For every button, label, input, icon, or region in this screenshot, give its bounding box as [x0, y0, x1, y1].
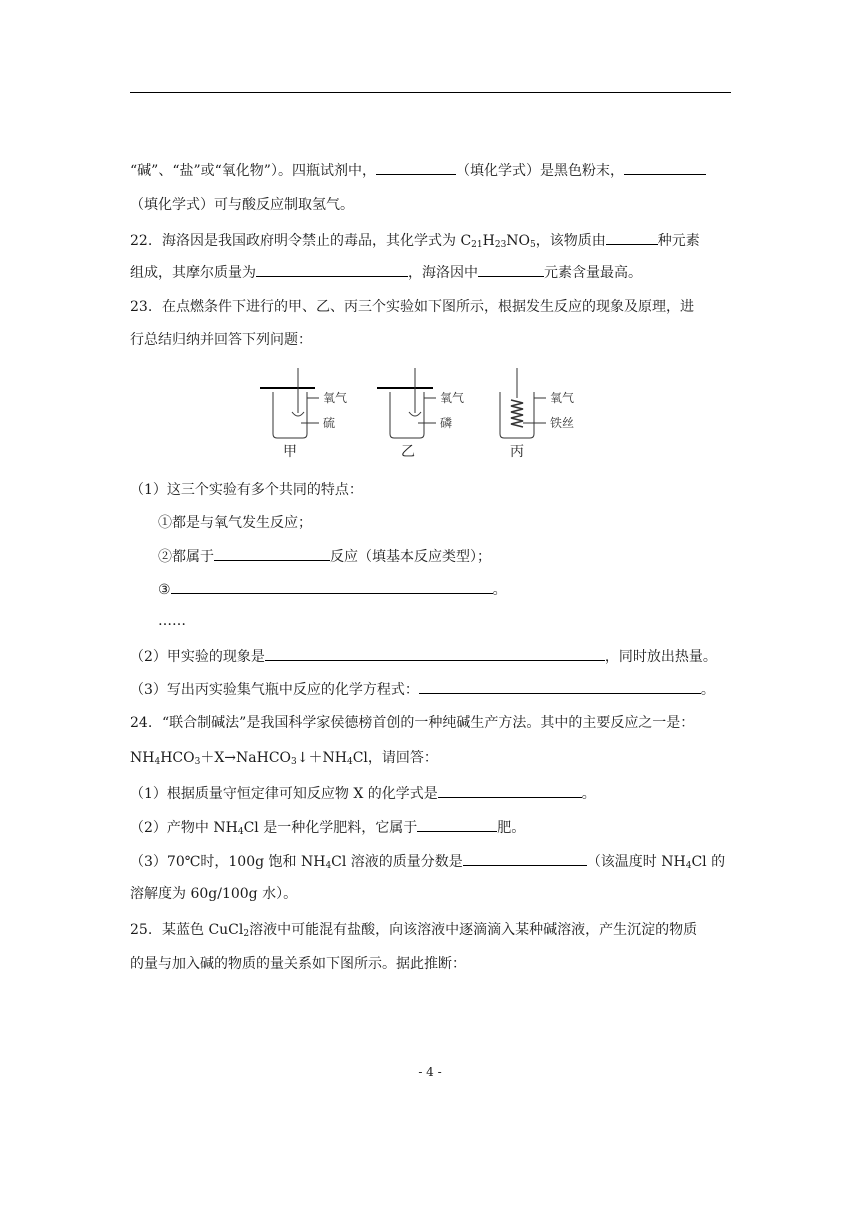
experiment-figure [255, 368, 595, 468]
caption-jia: 甲 [283, 444, 297, 460]
jar-body [500, 392, 534, 438]
q23-p3: （3）写出丙实验集气瓶中反应的化学方程式： 。 [130, 679, 731, 700]
answer-blank[interactable] [171, 579, 493, 594]
q22-line2: 组成，其摩尔质量为 ，海洛因中 元素含量最高。 [130, 262, 731, 283]
jar-bing [500, 368, 574, 460]
caption-yi: 乙 [401, 444, 415, 460]
q23-p1c: ③ 。 [158, 579, 731, 600]
q24-p3-cont: 溶解度为 60g/100g 水）。 [130, 886, 298, 902]
answer-blank[interactable] [265, 646, 605, 661]
answer-blank[interactable] [214, 546, 330, 561]
answer-blank[interactable] [478, 262, 544, 277]
q23-p2: （2）甲实验的现象是 ，同时放出热量。 [130, 646, 731, 667]
label-iron-wire: 铁丝 [550, 416, 575, 430]
label-oxygen: 氧气 [440, 391, 465, 405]
q23-line1: 23. 在点燃条件下进行的甲、乙、丙三个实验如下图所示，根据发生反应的现象及原理，进 [130, 299, 694, 315]
q23-p1d: …… [158, 613, 186, 629]
q24-p1: （1）根据质量守恒定律可知反应物 X 的化学式是 。 [130, 783, 731, 804]
answer-blank[interactable] [419, 679, 701, 694]
answer-blank[interactable] [606, 230, 658, 245]
answer-blank[interactable] [438, 783, 582, 798]
q24-p3: （3）70℃时，100g 饱和 $NH_4Cl$ 溶液的质量分数是 （该温度时 $NH_4Cl$ 的 [130, 851, 731, 872]
label-sulfur: 硫 [323, 416, 336, 430]
q22-line1: 22. 海洛因是我国政府明令禁止的毒品，其化学式为 $C_{21}H_{23}NO_5$，该物质由 种元素 [130, 230, 731, 251]
page-number: - 4 - [418, 1065, 442, 1079]
q23-p1a: ①都是与氧气发生反应； [158, 515, 312, 531]
answer-blank[interactable] [256, 262, 408, 277]
jar-jia [260, 368, 347, 460]
answer-blank[interactable] [417, 817, 497, 832]
q23-p1b: ②都属于 反应（填基本反应类型）； [158, 546, 731, 567]
q24-p2: （2）产物中 $NH_4Cl$ 是一种化学肥料，它属于 肥。 [130, 817, 731, 838]
label-oxygen: 氧气 [550, 391, 575, 405]
jar-body [390, 392, 424, 438]
caption-bing: 丙 [510, 444, 524, 460]
answer-blank[interactable] [463, 851, 587, 866]
q21-line1: “碱”、“盐”或“氧化物”）。四瓶试剂中， （填化学式）是黑色粉末， [130, 160, 731, 181]
iron-coil [511, 400, 523, 427]
q23-p1: （1）这三个实验有多个共同的特点： [130, 482, 363, 498]
q23-line2: 行总结归纳并回答下列问题： [130, 332, 312, 348]
answer-blank[interactable] [376, 160, 456, 175]
q21-line2: （填化学式）可与酸反应制取氢气。 [130, 197, 354, 213]
jar-body [273, 392, 307, 438]
label-phosphorus: 磷 [440, 416, 453, 430]
jar-yi [377, 368, 464, 460]
answer-blank[interactable] [624, 160, 706, 175]
q25-line1: 25. 某蓝色 CuCl$_2$溶液中可能混有盐酸，向该溶液中逐滴滴入某种碱溶液，产生沉淀的物质 [130, 922, 698, 939]
q24-line1: 24. “联合制碱法”是我国科学家侯德榜首创的一种纯碱生产方法。其中的主要反应之一是： [130, 715, 695, 731]
q24-equation: $NH_4HCO_3+X\to NaHCO_3↓+NH_4Cl$，请回答： [130, 750, 438, 767]
label-oxygen: 氧气 [323, 391, 348, 405]
q25-line2: 的量与加入碱的物质的量关系如下图所示。据此推断： [130, 956, 466, 972]
header-rule [130, 92, 731, 93]
